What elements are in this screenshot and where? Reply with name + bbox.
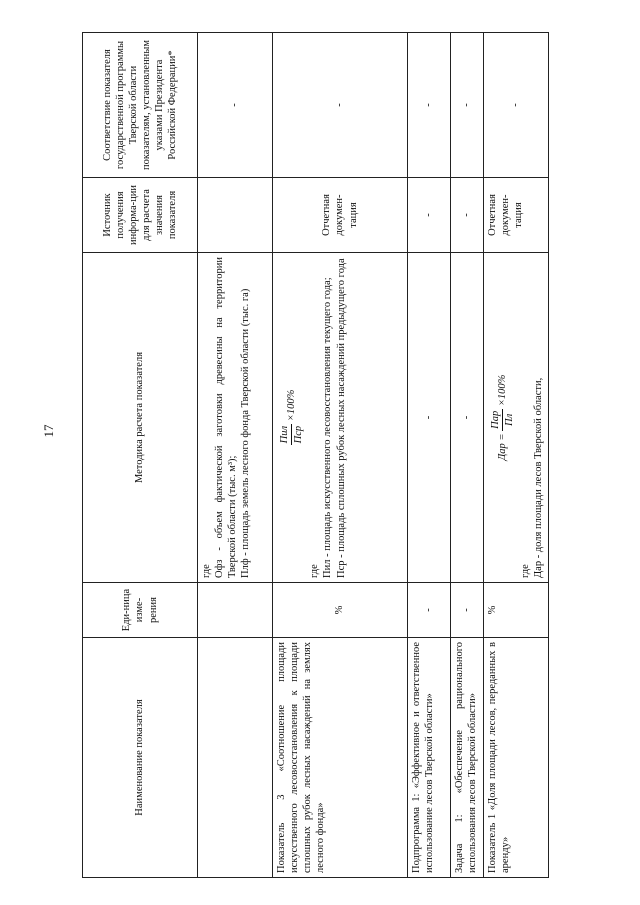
formula [278,257,305,578]
cell-compliance: - [198,33,273,178]
cell-compliance: - [273,33,408,178]
cell-unit: - [408,583,451,638]
formula [489,257,516,578]
method-line: где [309,564,321,578]
method-line: где [201,564,212,578]
cell-compliance: - [484,33,549,178]
cell-method: - [408,253,451,583]
formula-denominator: Пср [293,425,305,444]
cell-method [273,253,408,583]
formula-numerator: Пил [278,424,292,446]
rotated-page-area [82,33,545,878]
method-line: Плф - площадь земель лесного фонда Тверской области (тыс. га) [240,288,252,578]
cell-unit: - [451,583,484,638]
method-line: где [520,564,532,578]
formula-numerator: Пар [489,409,503,431]
formula-denominator: Пл [504,413,516,426]
cell-method: - [451,253,484,583]
formula-fraction [489,409,516,431]
indicators-table [82,32,549,878]
cell-name: Подпрограмма 1: «Эффективное и ответственное использование лесов Тверской области» [408,638,451,878]
cell-name [198,638,273,878]
table-header-row [83,33,198,878]
cell-name: Показатель 3 «Соотношение площади искусственного лесовосстановления к площади сплошных рубок лесных насаждений на землях лесного фонда» [273,638,408,878]
header-name: Наименование показателя [83,638,198,878]
table-row [408,33,451,878]
cell-compliance: - [451,33,484,178]
table-row [451,33,484,878]
header-unit: Еди-ница изме-рения [83,583,198,638]
table-row [484,33,549,878]
header-method: Методика расчета показателя [83,253,198,583]
cell-source [198,178,273,253]
table-row [273,33,408,878]
cell-source: Отчетная докумен-тация [273,178,408,253]
cell-unit [198,583,273,638]
method-line: Пил - площадь искусственного лесовосстановления текущего года; [322,277,334,578]
formula-lhs: Дар = [497,433,509,461]
cell-method [198,253,273,583]
method-line: Пср - площадь сплошных рубок лесных насаждений предыдущего года [335,258,347,578]
formula-multiplier: ×100% [286,389,298,422]
page-number: 17 [41,424,56,438]
cell-source: - [408,178,451,253]
cell-unit: % [273,583,408,638]
cell-unit: % [484,583,549,638]
landscape-content [82,33,545,878]
method-line: Дар - доля площади лесов Тверской области, [533,377,545,578]
cell-name: Показатель 1 «Доля площади лесов, переданных в аренду» [484,638,549,878]
header-compliance: Соответствие показателя государственной программы Тверской области показателям, установленным указами Президента Российской Федерации* [83,33,198,178]
cell-source: Отчетная докумен-тация [484,178,549,253]
header-source: Источник получения информа-ции для расчета значения показателя [83,178,198,253]
cell-compliance: - [408,33,451,178]
cell-source: - [451,178,484,253]
cell-method [484,253,549,583]
formula-fraction [278,424,305,446]
formula-multiplier: ×100% [497,374,509,407]
table-row [198,33,273,878]
cell-name: Задача 1: «Обеспечение рационального использования лесов Тверской области» [451,638,484,878]
method-line: Офз - объем фактической заготовки древесины на территории Тверской области (тыс. м³); [214,257,239,578]
